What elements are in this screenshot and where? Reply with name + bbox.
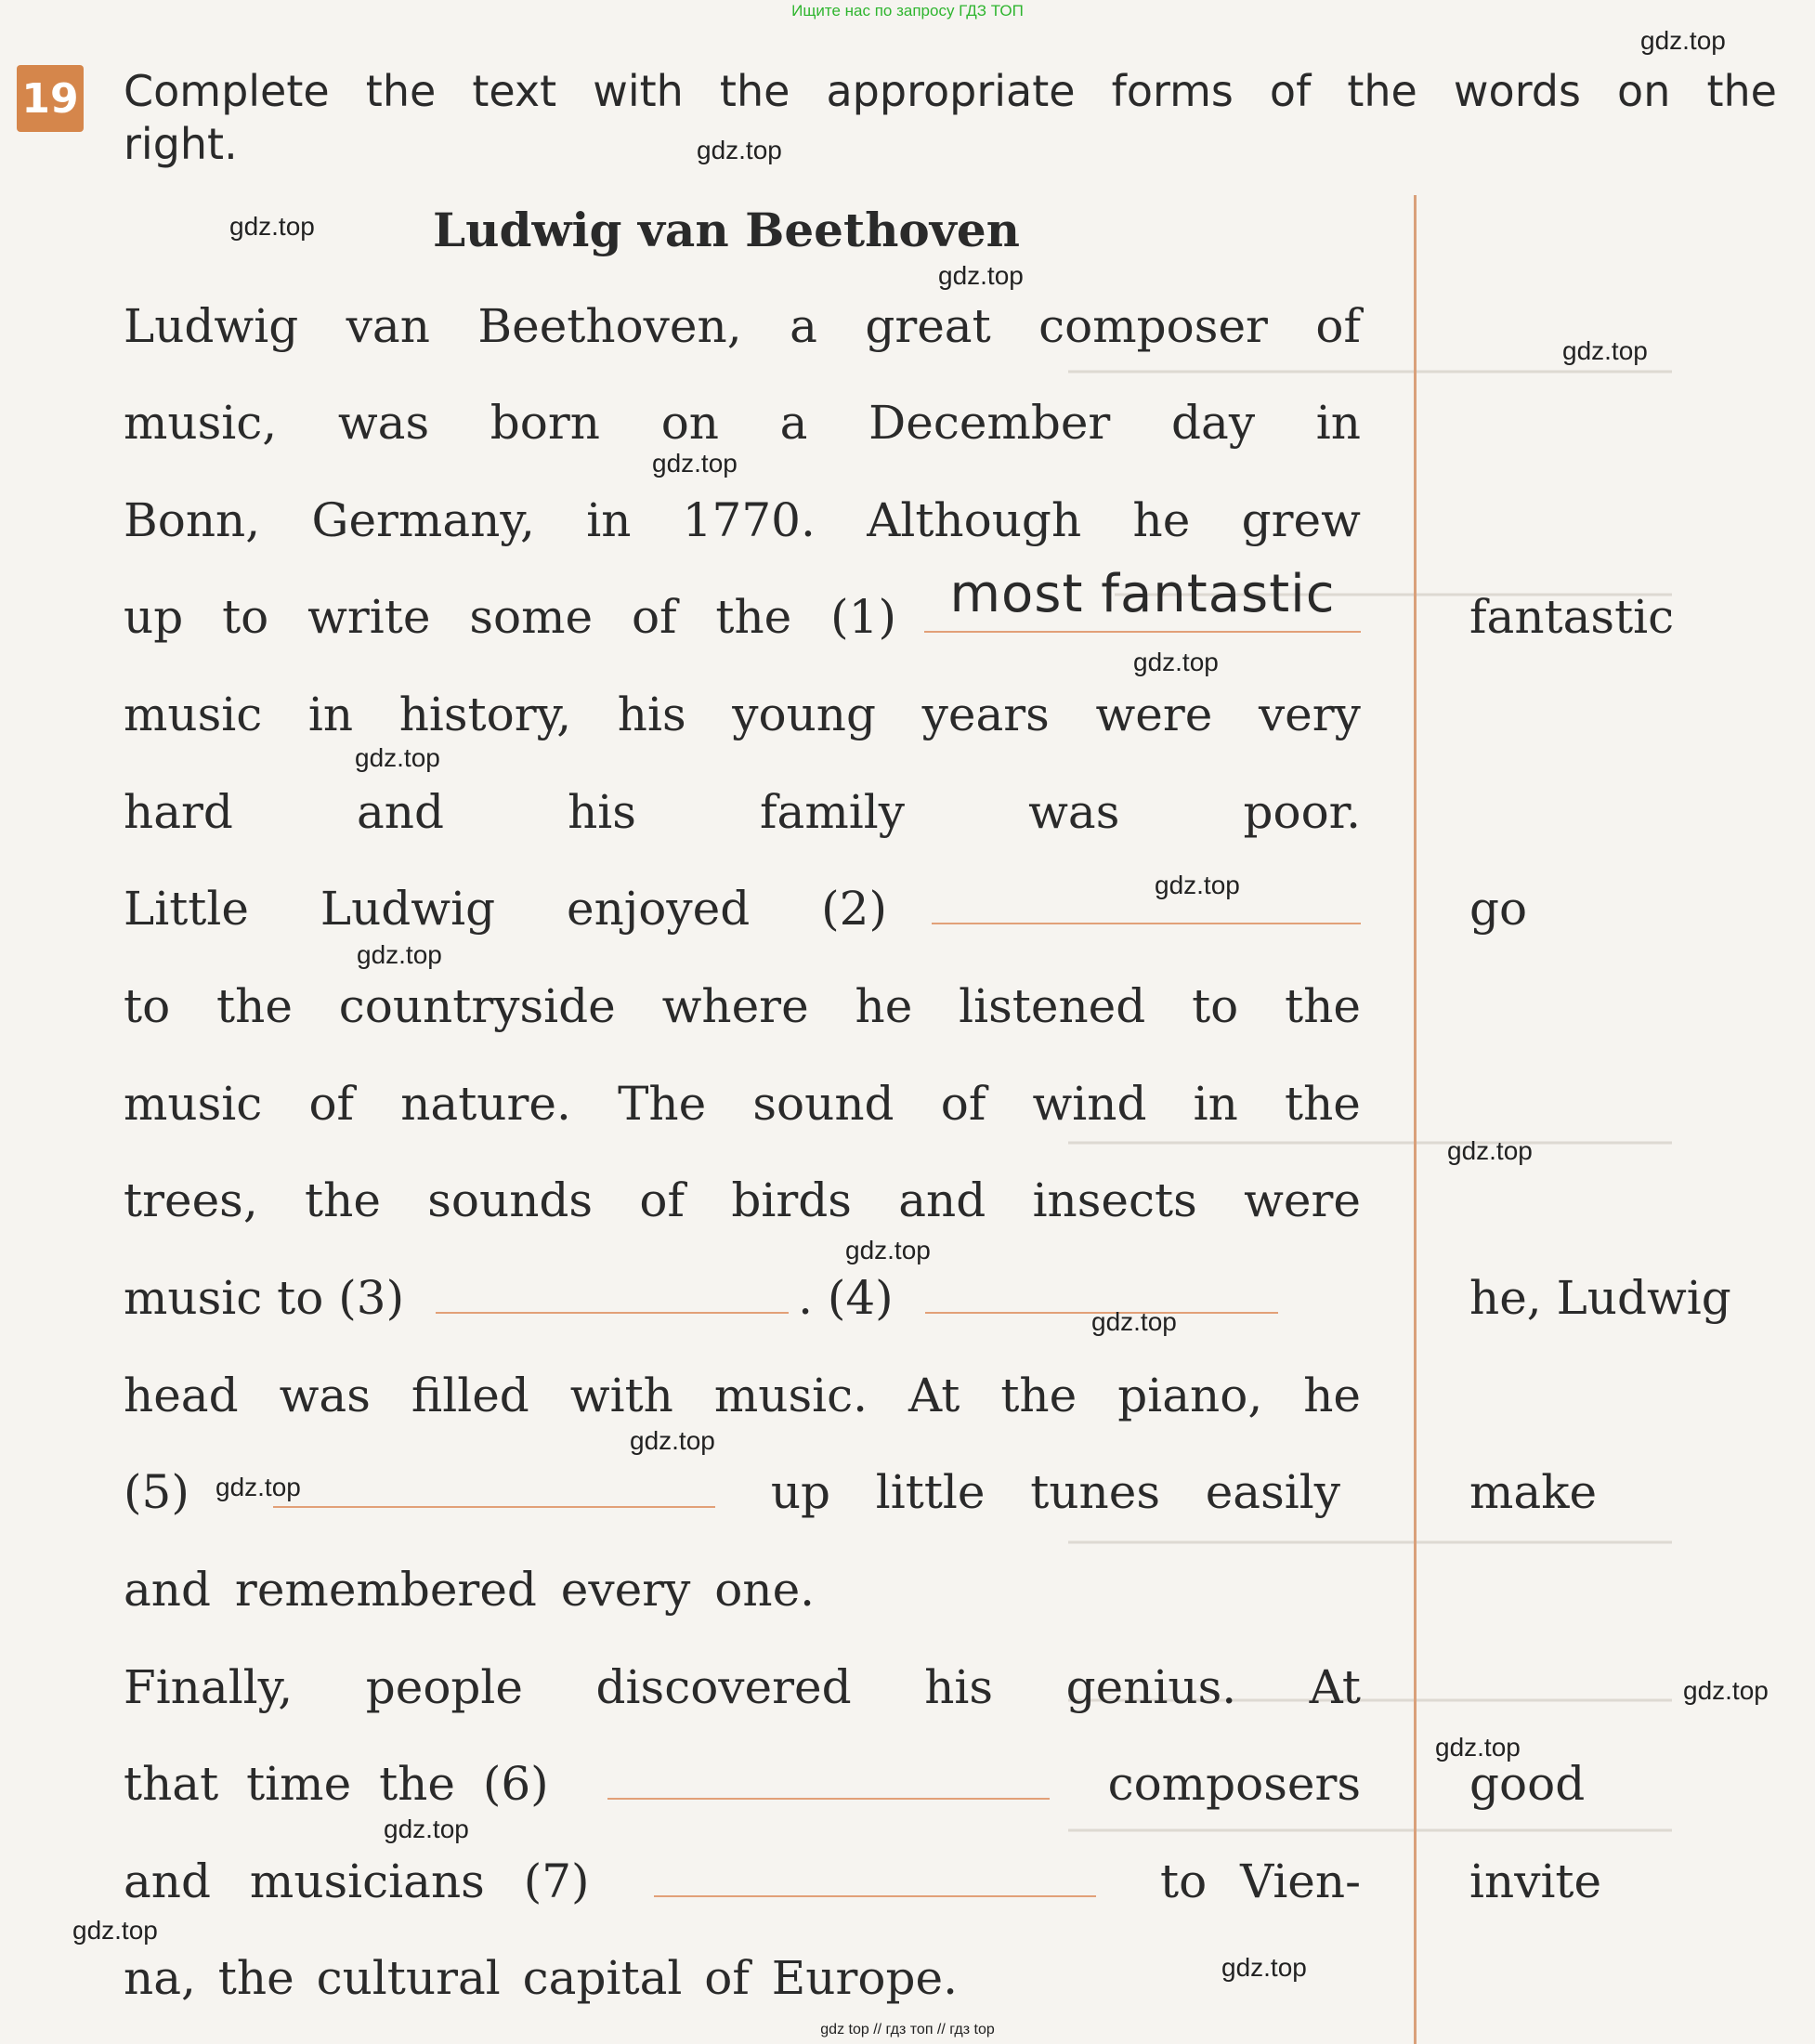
answer-blank-6[interactable] — [607, 1753, 1050, 1800]
answer-blank-3[interactable] — [436, 1267, 789, 1314]
word: trees, — [124, 1173, 258, 1227]
word: At — [1309, 1660, 1361, 1714]
text-line-9 — [124, 1071, 1361, 1136]
top-banner[interactable]: Ищите нас по запросу ГДЗ ТОП — [791, 2, 1024, 20]
word: Ludwig — [320, 882, 496, 936]
text-line-10 — [124, 1168, 1361, 1233]
word: young — [732, 688, 876, 741]
answer-blank-1[interactable] — [924, 564, 1361, 633]
word: Although — [867, 493, 1082, 547]
word: Ludwig — [124, 299, 299, 353]
text-line-12 — [124, 1363, 1361, 1428]
word: people — [365, 1660, 524, 1714]
text-line-11-b: . (4) — [798, 1271, 894, 1325]
word: very — [1258, 688, 1361, 741]
watermark: gdz.top — [384, 1815, 469, 1843]
word: The — [618, 1077, 707, 1131]
hint-word-6: good — [1469, 1757, 1586, 1811]
word: some — [469, 590, 594, 644]
word: born — [490, 396, 601, 450]
word: appropriate — [826, 66, 1076, 116]
word: At — [908, 1369, 960, 1422]
word: sounds — [427, 1173, 594, 1227]
watermark: gdz.top — [357, 940, 442, 969]
word: up — [770, 1465, 831, 1519]
watermark: gdz.top — [355, 743, 440, 772]
text-line-17-b: to Vien- — [1160, 1854, 1361, 1908]
word: hard — [124, 785, 233, 839]
watermark: gdz.top — [1155, 871, 1240, 899]
word: was — [1028, 785, 1120, 839]
word: the — [305, 1173, 381, 1227]
word: music. — [713, 1369, 868, 1422]
word: in — [1315, 396, 1361, 450]
word: van — [346, 299, 430, 353]
word: were — [1244, 1173, 1361, 1227]
word: write — [307, 590, 431, 644]
text-line-17-a: and musicians (7) — [124, 1854, 590, 1908]
word: sound — [752, 1077, 894, 1131]
watermark: gdz.top — [652, 449, 738, 478]
word: to — [1192, 979, 1239, 1033]
watermark: gdz.top — [229, 212, 315, 241]
word: (2) — [821, 882, 887, 936]
word: nature. — [400, 1077, 571, 1131]
word: words — [1453, 66, 1581, 116]
watermark: gdz.top — [630, 1426, 715, 1455]
exercise-number-badge: 19 — [17, 65, 84, 132]
hint-word-5: make — [1469, 1465, 1598, 1519]
text-line-17 — [124, 1849, 1361, 1914]
word: with — [593, 66, 684, 116]
word: of — [940, 1077, 986, 1131]
text-line-16-a: that time the (6) — [124, 1757, 549, 1811]
word: genius. — [1065, 1660, 1237, 1714]
word: Little — [124, 882, 249, 936]
watermark: gdz.top — [1447, 1136, 1533, 1165]
word: of — [631, 590, 677, 644]
word: in — [1193, 1077, 1238, 1131]
word: music — [124, 1077, 263, 1131]
bottom-banner[interactable]: gdz top // гдз топ // гдз top — [820, 2022, 995, 2037]
word: he — [855, 979, 913, 1033]
answer-1-handwritten: most fantastic — [949, 564, 1336, 624]
text-line-14 — [124, 1557, 1361, 1622]
word: of — [308, 1077, 355, 1131]
word: to — [222, 590, 269, 644]
watermark: gdz.top — [1435, 1733, 1521, 1762]
watermark: gdz.top — [1640, 26, 1726, 55]
word: filled — [411, 1369, 529, 1422]
word: insects — [1032, 1173, 1197, 1227]
hint-word-3-4: he, Ludwig — [1469, 1271, 1731, 1325]
text-line-8 — [124, 974, 1361, 1039]
word: December — [868, 396, 1111, 450]
watermark: gdz.top — [1133, 648, 1219, 676]
word: with — [569, 1369, 673, 1422]
text-title: Ludwig van Beethoven — [433, 203, 1020, 257]
word: Bonn, — [124, 493, 261, 547]
word: easily — [1205, 1465, 1340, 1519]
hint-word-2: go — [1469, 882, 1528, 936]
word: forms — [1111, 66, 1234, 116]
text-line-14-text: and remembered every one. — [124, 1563, 816, 1617]
column-divider — [1414, 195, 1417, 2044]
word: to — [124, 979, 171, 1033]
watermark: gdz.top — [938, 261, 1024, 290]
watermark: gdz.top — [1091, 1307, 1177, 1336]
word: his — [617, 688, 686, 741]
word: countryside — [338, 979, 616, 1033]
answer-blank-7[interactable] — [654, 1851, 1096, 1897]
word: tunes — [1030, 1465, 1160, 1519]
word: a — [779, 396, 808, 450]
word: the — [1347, 66, 1417, 116]
word: birds — [731, 1173, 852, 1227]
word: Finally, — [124, 1660, 294, 1714]
word: discovered — [595, 1660, 852, 1714]
word: family — [760, 785, 906, 839]
word: of — [639, 1173, 686, 1227]
word: were — [1095, 688, 1213, 741]
word: on — [1617, 66, 1671, 116]
text-line-6 — [124, 780, 1361, 845]
word: text — [472, 66, 557, 116]
word: on — [660, 396, 719, 450]
text-line-3 — [124, 488, 1361, 553]
word: his — [924, 1660, 994, 1714]
watermark: gdz.top — [845, 1236, 931, 1264]
watermark: gdz.top — [215, 1473, 301, 1501]
word: great — [865, 299, 991, 353]
word: head — [124, 1369, 239, 1422]
answer-blank-2[interactable] — [932, 878, 1361, 924]
watermark: gdz.top — [697, 136, 782, 164]
instruction-line-1 — [124, 65, 1777, 118]
word: grew — [1241, 493, 1361, 547]
word: piano, — [1117, 1369, 1263, 1422]
word: up — [124, 590, 184, 644]
text-line-13-words — [771, 1460, 1361, 1525]
word: Germany, — [311, 493, 535, 547]
word: (1) — [830, 590, 896, 644]
word: and — [357, 785, 445, 839]
text-line-16 — [124, 1751, 1361, 1816]
word: years — [921, 688, 1050, 741]
hint-word-7: invite — [1469, 1854, 1602, 1908]
word: of — [1269, 66, 1312, 116]
word: Beethoven, — [477, 299, 742, 353]
word: listened — [959, 979, 1146, 1033]
word: wind — [1032, 1077, 1147, 1131]
text-line-5 — [124, 682, 1361, 747]
word: history, — [398, 688, 572, 741]
hint-word-1: fantastic — [1469, 590, 1675, 644]
word: enjoyed — [567, 882, 751, 936]
word: his — [568, 785, 636, 839]
text-line-16-b: composers — [1107, 1757, 1361, 1811]
word: the — [1285, 979, 1361, 1033]
word: in — [586, 493, 632, 547]
word: in — [307, 688, 354, 741]
word: the — [365, 66, 437, 116]
text-line-18 — [124, 1946, 1361, 2011]
word: was — [337, 396, 430, 450]
text-line-11-a: music to (3) — [124, 1271, 405, 1325]
word: the — [1706, 66, 1777, 116]
word: the — [216, 979, 293, 1033]
text-line-18-text: na, the cultural capital of Europe. — [124, 1951, 958, 2005]
text-line-1 — [124, 294, 1361, 359]
word: the — [1285, 1077, 1361, 1131]
word: the — [715, 590, 792, 644]
watermark: gdz.top — [72, 1916, 158, 1945]
answer-blank-5[interactable] — [273, 1461, 715, 1508]
watermark: gdz.top — [1562, 336, 1648, 365]
word: where — [661, 979, 809, 1033]
text-line-7-words — [124, 876, 887, 941]
text-line-13 — [124, 1460, 1361, 1525]
word: day — [1171, 396, 1256, 450]
word: the — [719, 66, 790, 116]
text-line-4 — [124, 564, 1361, 649]
word: of — [1315, 299, 1361, 353]
word: music — [124, 688, 263, 741]
watermark: gdz.top — [1221, 1953, 1307, 1982]
word: he — [1132, 493, 1191, 547]
word: composer — [1038, 299, 1268, 353]
text-line-13-a: (5) — [124, 1465, 189, 1519]
word: and — [898, 1173, 986, 1227]
text-line-4-words — [124, 584, 896, 649]
text-line-15 — [124, 1655, 1361, 1720]
word: music, — [124, 396, 278, 450]
instruction-line-2: right. — [124, 119, 238, 169]
word: he — [1303, 1369, 1361, 1422]
watermark: gdz.top — [1683, 1676, 1769, 1705]
word: poor. — [1243, 785, 1361, 839]
word: Complete — [124, 66, 330, 116]
instruction — [124, 65, 1777, 171]
word: a — [790, 299, 817, 353]
text-line-2 — [124, 390, 1361, 455]
word: was — [279, 1369, 371, 1422]
word: 1770. — [682, 493, 816, 547]
word: the — [1000, 1369, 1077, 1422]
word: little — [875, 1465, 986, 1519]
